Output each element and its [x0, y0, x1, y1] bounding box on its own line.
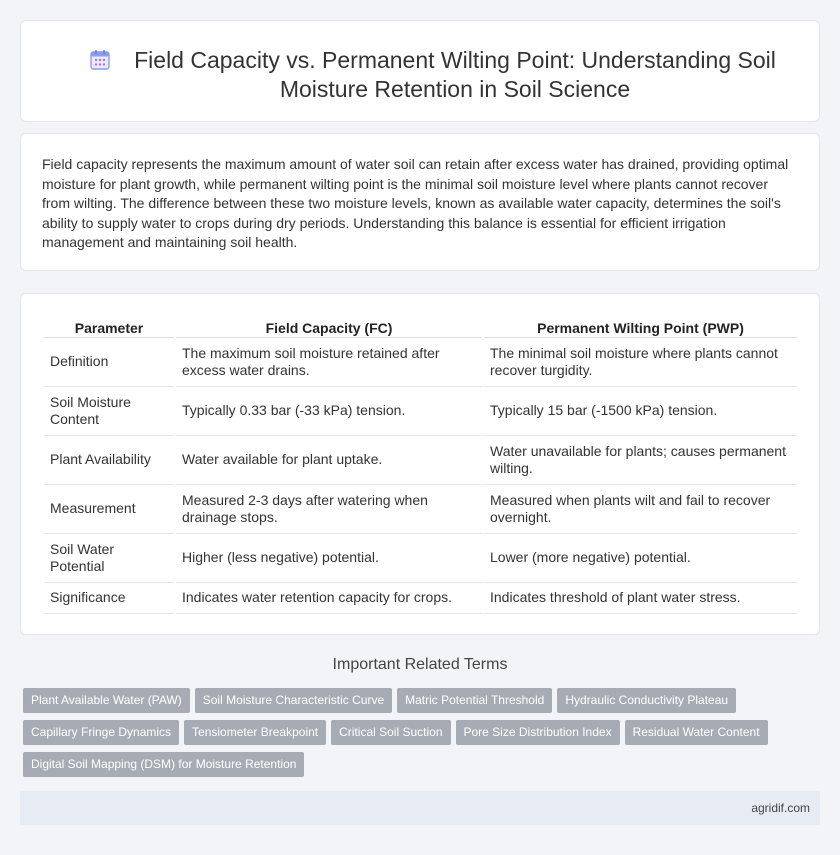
comparison-card — [20, 293, 820, 635]
row-field-capacity: The maximum soil moisture retained after excess water drains. — [176, 338, 482, 387]
term-tag[interactable]: Hydraulic Conductivity Plateau — [557, 688, 736, 713]
row-parameter: Plant Availability — [44, 436, 174, 485]
term-tag[interactable]: Matric Potential Threshold — [397, 688, 552, 713]
page-title: Field Capacity vs. Permanent Wilting Point: Understanding Soil Moisture Retention in Soil Science — [134, 47, 776, 102]
term-tag[interactable]: Critical Soil Suction — [331, 720, 450, 745]
term-tag[interactable]: Plant Available Water (PAW) — [23, 688, 190, 713]
row-pwp: Typically 15 bar (-1500 kPa) tension. — [484, 387, 797, 436]
term-tag[interactable]: Tensiometer Breakpoint — [184, 720, 326, 745]
intro-paragraph: Field capacity represents the maximum amount of water soil can retain after excess water has drained, providing optimal moisture for plant growth, while permanent wilting point is the minimal soil moisture level where plants cannot recover from wilting. The difference between these two moisture levels, known as available water capacity, determines the soil's ability to supply water to crops during dry periods. Understanding this balance is essential for efficient irrigation management and maintaining soil health. — [42, 156, 789, 250]
table-row — [44, 485, 797, 534]
row-pwp: Indicates threshold of plant water stress. — [484, 583, 797, 614]
row-pwp: Measured when plants wilt and fail to recover overnight. — [484, 485, 797, 534]
related-terms-list — [23, 688, 823, 784]
row-parameter: Definition — [44, 338, 174, 387]
intro-card — [20, 133, 820, 271]
column-header-pwp: Permanent Wilting Point (PWP) — [484, 315, 797, 338]
term-tag[interactable]: Digital Soil Mapping (DSM) for Moisture Retention — [23, 752, 304, 777]
term-tag[interactable]: Soil Moisture Characteristic Curve — [195, 688, 392, 713]
row-parameter: Soil Moisture Content — [44, 387, 174, 436]
table-header-row — [44, 315, 797, 338]
term-tag[interactable]: Pore Size Distribution Index — [456, 720, 620, 745]
column-header-field-capacity: Field Capacity (FC) — [176, 315, 482, 338]
table-row — [44, 436, 797, 485]
term-tag[interactable]: Capillary Fringe Dynamics — [23, 720, 179, 745]
table-row — [44, 534, 797, 583]
table-row — [44, 387, 797, 436]
column-header-parameter: Parameter — [44, 315, 174, 338]
term-tag[interactable]: Residual Water Content — [625, 720, 768, 745]
row-field-capacity: Indicates water retention capacity for crops. — [176, 583, 482, 614]
row-pwp: Lower (more negative) potential. — [484, 534, 797, 583]
table-row — [44, 583, 797, 614]
row-field-capacity: Higher (less negative) potential. — [176, 534, 482, 583]
title-card — [20, 20, 820, 122]
row-parameter: Measurement — [44, 485, 174, 534]
row-parameter: Soil Water Potential — [44, 534, 174, 583]
calendar-icon — [89, 49, 111, 71]
row-parameter: Significance — [44, 583, 174, 614]
row-pwp: The minimal soil moisture where plants cannot recover turgidity. — [484, 338, 797, 387]
comparison-table — [42, 315, 799, 614]
row-field-capacity: Water available for plant uptake. — [176, 436, 482, 485]
footer-site-link[interactable]: agridif.com — [751, 801, 810, 815]
related-terms-heading: Important Related Terms — [332, 656, 508, 673]
row-pwp: Water unavailable for plants; causes permanent wilting. — [484, 436, 797, 485]
table-row — [44, 338, 797, 387]
row-field-capacity: Typically 0.33 bar (-33 kPa) tension. — [176, 387, 482, 436]
row-field-capacity: Measured 2-3 days after watering when drainage stops. — [176, 485, 482, 534]
footer — [20, 791, 820, 825]
